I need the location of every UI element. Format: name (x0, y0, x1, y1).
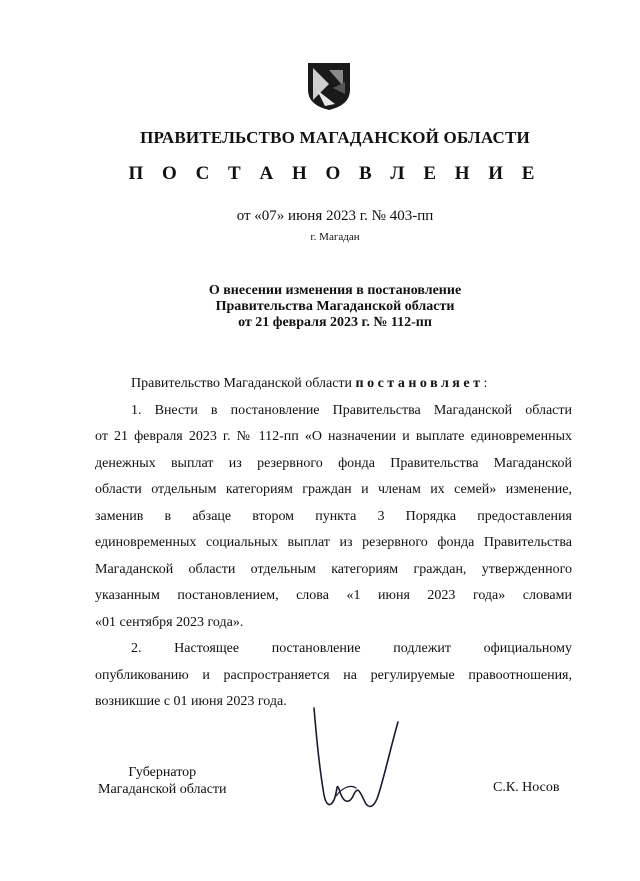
paragraph-2-line: опубликованию и распространяется на регулируемые правоотношения, (95, 667, 572, 683)
signatory-name: С.К. Носов (493, 780, 560, 795)
preamble-verb: постановляет (355, 376, 484, 391)
subject-line: от 21 февраля 2023 г. № 112-пп (238, 315, 432, 330)
subject-line: О внесении изменения в постановление (208, 283, 462, 298)
document-subject (0, 283, 640, 331)
signatory-title (98, 764, 227, 798)
paragraph-1-line: заменив в абзаце втором пункта 3 Порядка предоставления (95, 508, 572, 524)
signatory-title-line: Магаданской области (98, 782, 227, 797)
document-date-number: от «07» июня 2023 г. № 403-пп (236, 208, 434, 224)
organization-title: ПРАВИТЕЛЬСТВО МАГАДАНСКОЙ ОБЛАСТИ (140, 128, 530, 147)
paragraph-1-line: «01 сентября 2023 года». (95, 614, 244, 630)
preamble-text: Правительство Магаданской области (131, 376, 356, 391)
coat-of-arms-emblem (305, 60, 353, 112)
paragraph-2-line: 2. Настоящее постановление подлежит официальному (131, 641, 572, 656)
preamble-colon: : (483, 376, 488, 391)
paragraph-2-line: возникшие с 01 июня 2023 года. (95, 694, 287, 709)
paragraph-1-line: области отдельным категориям граждан и членам их семей» изменение, (95, 482, 572, 497)
subject-line: Правительства Магаданской области (215, 299, 455, 314)
paragraph-1-line: денежных выплат из резервного фонда Правительства Магаданской (95, 455, 572, 471)
document-city: г. Магадан (310, 231, 360, 243)
paragraph-1-line: Магаданской области отдельным категориям граждан, утвержденного (95, 561, 572, 577)
signatory-title-line: Губернатор (128, 765, 197, 780)
paragraph-1-line: единовременных социальных выплат из резервного фонда Правительства (95, 535, 572, 550)
document-body (95, 371, 572, 716)
document-type-heading: П О С Т А Н О В Л Е Н И Е (128, 163, 542, 184)
paragraph-1-line: 1. Внести в постановление Правительства Магаданской области (131, 402, 572, 418)
handwritten-signature (306, 700, 406, 818)
paragraph-1-line: указанным постановлением, слова «1 июня 2023 года» словами (95, 588, 572, 603)
preamble (95, 371, 572, 398)
paragraph-1-line: от 21 февраля 2023 г. № 112-пп «О назначении и выплате единовременных (95, 429, 572, 444)
